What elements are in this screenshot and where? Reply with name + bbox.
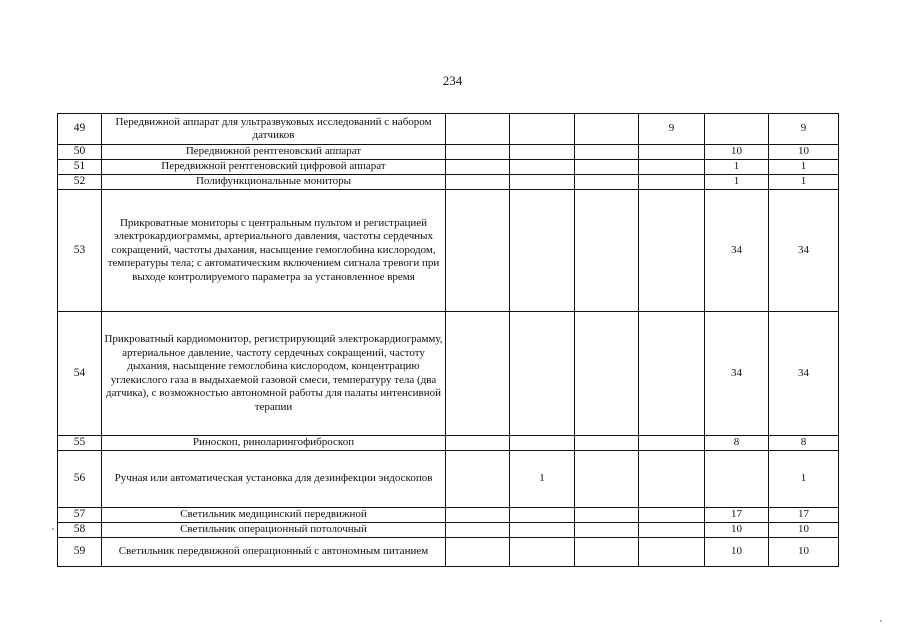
row-number: 49 bbox=[58, 114, 102, 145]
quantity-cell bbox=[639, 538, 705, 567]
quantity-cell: 1 bbox=[705, 160, 769, 175]
total-cell: 1 bbox=[769, 451, 839, 508]
quantity-cell bbox=[446, 523, 510, 538]
quantity-cell bbox=[575, 145, 639, 160]
row-number: 59 bbox=[58, 538, 102, 567]
quantity-cell: 8 bbox=[705, 436, 769, 451]
total-cell: 9 bbox=[769, 114, 839, 145]
quantity-cell bbox=[639, 160, 705, 175]
row-number: 52 bbox=[58, 175, 102, 190]
quantity-cell bbox=[510, 538, 575, 567]
quantity-cell bbox=[446, 451, 510, 508]
quantity-cell bbox=[575, 312, 639, 436]
total-cell: 1 bbox=[769, 160, 839, 175]
table-row bbox=[58, 538, 839, 567]
row-number: 50 bbox=[58, 145, 102, 160]
quantity-cell: 9 bbox=[639, 114, 705, 145]
quantity-cell bbox=[510, 436, 575, 451]
quantity-cell bbox=[446, 175, 510, 190]
table-row bbox=[58, 312, 839, 436]
total-cell: 10 bbox=[769, 523, 839, 538]
quantity-cell bbox=[510, 114, 575, 145]
equipment-name: Прикроватный кардиомонитор, регистрирующий электрокардиограмму, артериальное давление, частоту сердечных сокращений, частоту дыхания, насыщение гемоглобина кислородом, концентрацию углекислого газа в выдыхаемой газовой смеси, температуру тела (два датчика), с возможностью автономной работы для палаты интенсивной терапии bbox=[102, 312, 446, 436]
quantity-cell bbox=[639, 523, 705, 538]
quantity-cell: 17 bbox=[705, 508, 769, 523]
quantity-cell: 10 bbox=[705, 538, 769, 567]
row-number: 53 bbox=[58, 190, 102, 312]
equipment-name: Передвижной рентгеновский аппарат bbox=[102, 145, 446, 160]
quantity-cell bbox=[510, 175, 575, 190]
table-row bbox=[58, 175, 839, 190]
scan-speck bbox=[52, 528, 54, 530]
quantity-cell bbox=[510, 160, 575, 175]
table-row bbox=[58, 508, 839, 523]
quantity-cell bbox=[639, 312, 705, 436]
equipment-name: Полифункциональные мониторы bbox=[102, 175, 446, 190]
quantity-cell bbox=[575, 538, 639, 567]
quantity-cell: 10 bbox=[705, 523, 769, 538]
quantity-cell bbox=[639, 145, 705, 160]
equipment-name: Ручная или автоматическая установка для дезинфекции эндоскопов bbox=[102, 451, 446, 508]
table-row bbox=[58, 451, 839, 508]
equipment-table bbox=[57, 113, 839, 567]
quantity-cell bbox=[510, 508, 575, 523]
equipment-name: Передвижной рентгеновский цифровой аппарат bbox=[102, 160, 446, 175]
equipment-name: Передвижной аппарат для ультразвуковых исследований с набором датчиков bbox=[102, 114, 446, 145]
row-number: 56 bbox=[58, 451, 102, 508]
table-row bbox=[58, 436, 839, 451]
total-cell: 1 bbox=[769, 175, 839, 190]
quantity-cell bbox=[575, 508, 639, 523]
equipment-name: Прикроватные мониторы с центральным пультом и регистрацией электрокардиограммы, артериального давления, частоты сердечных сокращений, частоты дыхания, насыщение гемоглобина кислородом, температуры тела; с автоматическим включением сигнала тревоги при выходе контролируемого параметра за установленное время bbox=[102, 190, 446, 312]
quantity-cell bbox=[575, 436, 639, 451]
quantity-cell bbox=[639, 436, 705, 451]
quantity-cell bbox=[705, 114, 769, 145]
quantity-cell bbox=[446, 145, 510, 160]
quantity-cell bbox=[446, 160, 510, 175]
quantity-cell bbox=[446, 436, 510, 451]
table-row bbox=[58, 145, 839, 160]
quantity-cell bbox=[510, 523, 575, 538]
quantity-cell: 1 bbox=[705, 175, 769, 190]
quantity-cell bbox=[639, 508, 705, 523]
quantity-cell bbox=[446, 190, 510, 312]
total-cell: 34 bbox=[769, 190, 839, 312]
quantity-cell bbox=[639, 190, 705, 312]
total-cell: 34 bbox=[769, 312, 839, 436]
table-row bbox=[58, 190, 839, 312]
quantity-cell bbox=[510, 145, 575, 160]
quantity-cell bbox=[575, 160, 639, 175]
equipment-name: Светильник операционный потолочный bbox=[102, 523, 446, 538]
equipment-name: Риноскоп, риноларингофиброскоп bbox=[102, 436, 446, 451]
quantity-cell: 34 bbox=[705, 312, 769, 436]
quantity-cell bbox=[446, 114, 510, 145]
total-cell: 17 bbox=[769, 508, 839, 523]
page-number: 234 bbox=[442, 73, 463, 88]
scan-speck bbox=[880, 620, 882, 622]
row-number: 51 bbox=[58, 160, 102, 175]
quantity-cell: 34 bbox=[705, 190, 769, 312]
quantity-cell bbox=[639, 451, 705, 508]
total-cell: 10 bbox=[769, 538, 839, 567]
table-row bbox=[58, 114, 839, 145]
table-row bbox=[58, 523, 839, 538]
row-number: 55 bbox=[58, 436, 102, 451]
quantity-cell bbox=[575, 175, 639, 190]
equipment-name: Светильник передвижной операционный с автономным питанием bbox=[102, 538, 446, 567]
quantity-cell bbox=[446, 538, 510, 567]
quantity-cell bbox=[639, 175, 705, 190]
row-number: 54 bbox=[58, 312, 102, 436]
quantity-cell bbox=[575, 523, 639, 538]
equipment-name: Светильник медицинский передвижной bbox=[102, 508, 446, 523]
quantity-cell bbox=[510, 190, 575, 312]
table-row bbox=[58, 160, 839, 175]
row-number: 57 bbox=[58, 508, 102, 523]
quantity-cell bbox=[446, 312, 510, 436]
quantity-cell bbox=[575, 190, 639, 312]
quantity-cell: 1 bbox=[510, 451, 575, 508]
row-number: 58 bbox=[58, 523, 102, 538]
quantity-cell bbox=[510, 312, 575, 436]
quantity-cell bbox=[575, 114, 639, 145]
quantity-cell: 10 bbox=[705, 145, 769, 160]
quantity-cell bbox=[446, 508, 510, 523]
quantity-cell bbox=[705, 451, 769, 508]
quantity-cell bbox=[575, 451, 639, 508]
total-cell: 8 bbox=[769, 436, 839, 451]
total-cell: 10 bbox=[769, 145, 839, 160]
